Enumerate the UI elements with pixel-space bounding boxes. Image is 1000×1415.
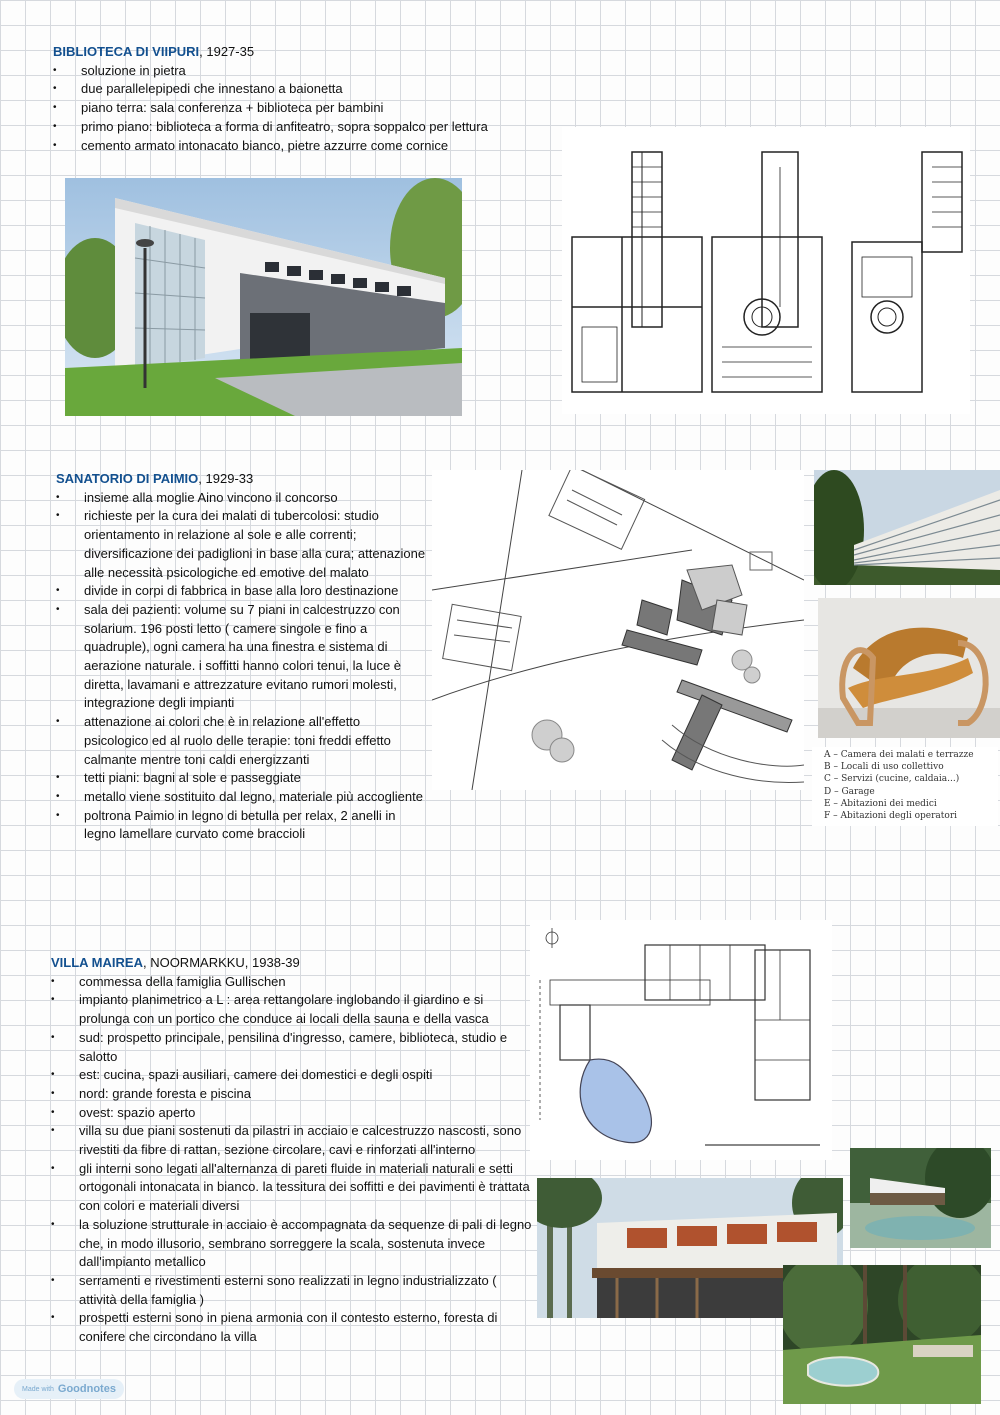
bullet-item: • prospetti esterni sono in piena armonia con il contesto esterno, foresta di conifere che circondano la villa xyxy=(51,1309,533,1346)
bullet-item: • commessa della famiglia Gullischen xyxy=(51,973,533,992)
bullet-list xyxy=(56,489,428,844)
bullet-item: • gli interni sono legati all'alternanza di pareti fluide in materiali naturali e setti ortogonali intonacata in bianco. la tessitura dei soffitti e dei pavimenti è trattata con colori e materiali diversi xyxy=(51,1160,533,1216)
section-paimio xyxy=(56,470,428,844)
legend-item: C – Servizi (cucine, caldaia...) xyxy=(824,774,960,785)
bullet-item: • nord: grande foresta e piscina xyxy=(51,1085,533,1104)
title-date: , 1929-33 xyxy=(198,471,254,486)
paimio-site-plan xyxy=(432,470,804,790)
section-title xyxy=(53,43,553,62)
section-viipuri xyxy=(53,43,553,155)
bullet-item: • due parallelepipedi che innestano a baionetta xyxy=(53,80,553,99)
viipuri-floor-plans xyxy=(562,127,970,414)
bullet-item: • villa su due piani sostenuti da pilastri in acciaio e calcestruzzo nascosti, sono rivestiti da fibre di rattan, sezione circolare, cavi e rinforzati all'interno xyxy=(51,1122,533,1159)
bullet-item: • sala dei pazienti: volume su 7 piani in calcestruzzo con solarium. 196 posti letto ( camere singole e fino a quadruple), ogni camera ha una finestra e sistema di aerazione naturale. i soffitti hanno colori tenui, la luce è diretta, lavamani e attrezzature evitano rumori molesti, integrazione degli impianti xyxy=(56,601,428,713)
watermark-brand: Goodnotes xyxy=(57,1383,116,1395)
section-title xyxy=(51,954,533,973)
bullet-item: • impianto planimetrico a L : area rettangolare inglobando il giardino e si prolunga con un portico che conduce ai locali della sauna e della vasca xyxy=(51,991,533,1028)
section-villa-mairea xyxy=(51,954,533,1347)
legend-item: D – Garage xyxy=(824,786,875,797)
section-title xyxy=(56,470,428,489)
bullet-item: • tetti piani: bagni al sole e passeggiate xyxy=(56,769,428,788)
legend-item: B – Locali di uso collettivo xyxy=(824,762,944,773)
bullet-item: • primo piano: biblioteca a forma di anfiteatro, sopra soppalco per lettura xyxy=(53,118,553,137)
bullet-item: • ovest: spazio aperto xyxy=(51,1104,533,1123)
bullet-item: • insieme alla moglie Aino vincono il concorso xyxy=(56,489,428,508)
legend-item: A – Camera dei malati e terrazze xyxy=(824,750,974,760)
bullet-item: • divide in corpi di fabbrica in base alla loro destinazione xyxy=(56,582,428,601)
bullet-item: • soluzione in pietra xyxy=(53,62,553,81)
bullet-item: • cemento armato intonacato bianco, pietre azzurre come cornice xyxy=(53,137,553,156)
bullet-list xyxy=(53,62,553,156)
bullet-item: • poltrona Paimio in legno di betulla per relax, 2 anelli in legno lamellare curvato come braccioli xyxy=(56,807,428,844)
title-date: , NOORMARKKU, 1938-39 xyxy=(142,955,300,970)
bullet-item: • sud: prospetto principale, pensilina d'ingresso, camere, biblioteca, studio e salotto xyxy=(51,1029,533,1066)
title-name: BIBLIOTECA DI VIIPURI xyxy=(53,44,200,59)
bullet-item: • la soluzione strutturale in acciaio è accompagnata da sequenze di pali di legno che, in modo illusorio, sembrano sorreggere la scala, sostenuta invece dall'impianto metallico xyxy=(51,1216,533,1272)
bullet-item: • est: cucina, spazi ausiliari, camere dei domestici e degli ospiti xyxy=(51,1066,533,1085)
villa-mairea-pool-photo xyxy=(850,1148,991,1248)
title-name: VILLA MAIREA xyxy=(51,955,143,970)
villa-mairea-garden-photo xyxy=(783,1265,981,1404)
legend-item: F – Abitazioni degli operatori xyxy=(824,811,958,822)
bullet-item: • serramenti e rivestimenti esterni sono realizzati in legno industrializzato ( attività della famiglia ) xyxy=(51,1272,533,1309)
legend-item: E – Abitazioni dei medici xyxy=(824,798,937,809)
title-name: SANATORIO DI PAIMIO xyxy=(56,471,199,486)
watermark-small-text: Made with xyxy=(22,1385,54,1393)
bullet-item: • richieste per la cura dei malati di tubercolosi: studio orientamento in relazione al sole e alle correnti; diversificazione dei padiglioni in base alla cura; attenazione alle necessità psicologiche ed emotive del malato xyxy=(56,507,428,582)
goodnotes-watermark xyxy=(14,1379,124,1399)
bullet-item: • piano terra: sala conferenza + biblioteca per bambini xyxy=(53,99,553,118)
title-date: , 1927-35 xyxy=(199,44,255,59)
paimio-chair-photo xyxy=(818,598,1000,738)
paimio-legend xyxy=(812,747,998,826)
bullet-list xyxy=(51,973,533,1347)
paimio-building-photo xyxy=(814,470,1000,585)
bullet-item: • attenazione ai colori che è in relazione all'effetto psicologico ed al ruolo delle terapie: toni freddi effetto calmante mentre toni caldi energizzanti xyxy=(56,713,428,769)
bullet-item: • metallo viene sostituito dal legno, materiale più accogliente xyxy=(56,788,428,807)
villa-mairea-plan xyxy=(530,920,832,1160)
viipuri-library-photo xyxy=(65,178,462,416)
